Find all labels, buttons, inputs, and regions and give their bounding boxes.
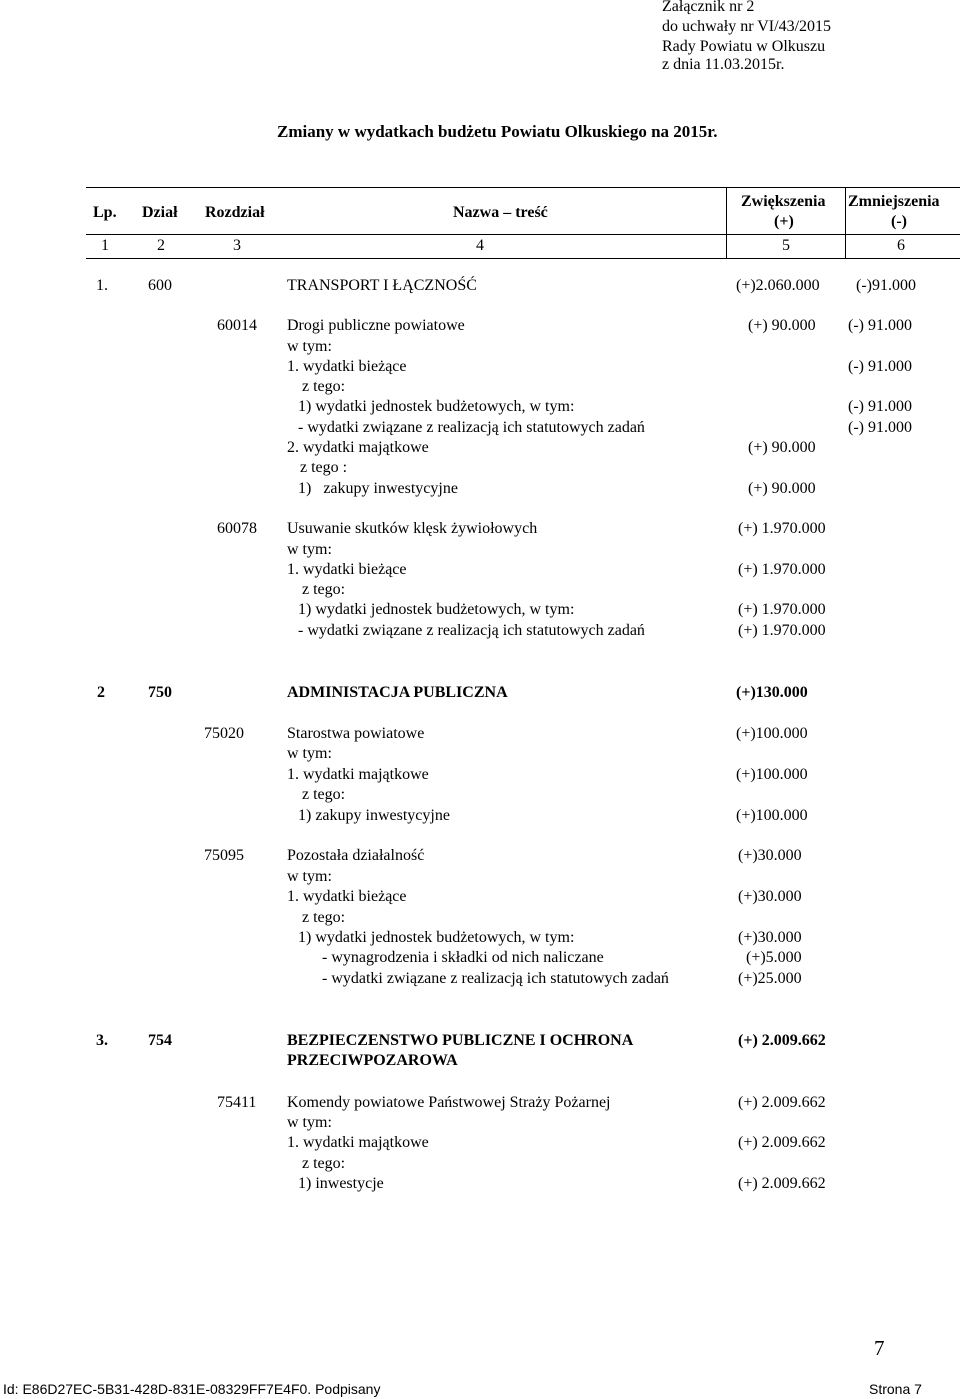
- row-increase: (+)130.000: [736, 684, 808, 701]
- row-name-continued: PRZECIWPOZAROWA: [287, 1052, 458, 1069]
- row-rozdzial: 75411: [217, 1094, 257, 1111]
- row-name: 1. wydatki bieżące: [287, 888, 407, 905]
- header-top-rule: [86, 187, 960, 188]
- row-name: 2. wydatki majątkowe: [287, 439, 429, 456]
- attachment-line-4: z dnia 11.03.2015r.: [662, 56, 785, 73]
- row-name: z tego:: [302, 909, 346, 926]
- row-name: z tego:: [302, 378, 346, 395]
- header-column-divider: [845, 187, 846, 259]
- row-name: Drogi publiczne powiatowe: [287, 317, 465, 334]
- header-rozdzial: Rozdział: [205, 204, 265, 221]
- row-dzial: 754: [148, 1032, 172, 1049]
- row-increase: (+)100.000: [736, 766, 808, 783]
- row-increase: (+) 2.009.662: [738, 1032, 826, 1049]
- header-middle-rule: [86, 234, 960, 235]
- row-increase: (+)100.000: [736, 725, 808, 742]
- row-increase: (+)30.000: [738, 888, 802, 905]
- row-name: w tym:: [287, 541, 332, 558]
- row-decrease: (-) 91.000: [848, 358, 912, 375]
- row-name: 1. wydatki majątkowe: [287, 1134, 429, 1151]
- row-name: 1) inwestycje: [298, 1175, 384, 1192]
- row-decrease: (-) 91.000: [848, 398, 912, 415]
- row-increase: (+) 90.000: [748, 480, 816, 497]
- row-increase: (+) 1.970.000: [738, 601, 826, 618]
- row-increase: (+) 90.000: [748, 439, 816, 456]
- row-rozdzial: 75020: [204, 725, 244, 742]
- row-name: 1) zakupy inwestycyjne: [298, 480, 458, 497]
- row-increase: (+)25.000: [738, 970, 802, 987]
- column-number: 1: [101, 237, 109, 254]
- row-name: 1) wydatki jednostek budżetowych, w tym:: [298, 398, 575, 415]
- row-name: 1. wydatki bieżące: [287, 561, 407, 578]
- row-name: z tego :: [300, 459, 348, 476]
- row-name: TRANSPORT I ŁĄCZNOŚĆ: [287, 277, 477, 294]
- header-nazwa: Nazwa – treść: [453, 204, 548, 221]
- row-name: w tym:: [287, 745, 332, 762]
- row-rozdzial: 60078: [217, 520, 257, 537]
- row-dzial: 600: [148, 277, 172, 294]
- row-name: BEZPIECZENSTWO PUBLICZNE I OCHRONA: [287, 1032, 634, 1049]
- column-number: 4: [476, 237, 484, 254]
- header-zwiekszenia: Zwiększenia: [741, 193, 826, 210]
- row-name: 1) wydatki jednostek budżetowych, w tym:: [298, 929, 575, 946]
- document-title: Zmiany w wydatkach budżetu Powiatu Olkuskiego na 2015r.: [277, 122, 718, 141]
- row-name: z tego:: [302, 786, 346, 803]
- header-bottom-rule: [86, 258, 960, 259]
- footer-document-id: Id: E86D27EC-5B31-428D-831E-08329FF7E4F0. Podpisany: [3, 1381, 381, 1397]
- column-number: 3: [233, 237, 241, 254]
- row-increase: (+)30.000: [738, 847, 802, 864]
- row-name: z tego:: [302, 581, 346, 598]
- header-lp: Lp.: [93, 204, 117, 221]
- attachment-line-2: do uchwały nr VI/43/2015: [662, 18, 832, 35]
- row-increase: (+) 1.970.000: [738, 622, 826, 639]
- column-number: 6: [897, 237, 905, 254]
- column-number: 5: [782, 237, 790, 254]
- row-increase: (+)5.000: [746, 949, 802, 966]
- row-decrease: (-) 91.000: [848, 419, 912, 436]
- row-name: 1. wydatki majątkowe: [287, 766, 429, 783]
- row-dzial: 750: [148, 684, 172, 701]
- header-dzial: Dział: [142, 204, 178, 221]
- row-name: Starostwa powiatowe: [287, 725, 425, 742]
- attachment-line-3: Rady Powiatu w Olkuszu: [662, 38, 826, 55]
- row-increase: (+) 2.009.662: [738, 1094, 826, 1111]
- row-increase: (+) 90.000: [748, 317, 816, 334]
- row-increase: (+)30.000: [738, 929, 802, 946]
- row-name: w tym:: [287, 338, 332, 355]
- row-name: - wynagrodzenia i składki od nich naliczane: [322, 949, 604, 966]
- row-name: 1) wydatki jednostek budżetowych, w tym:: [298, 601, 575, 618]
- row-name: - wydatki związane z realizacją ich statutowych zadań: [298, 622, 645, 639]
- row-increase: (+) 2.009.662: [738, 1134, 826, 1151]
- row-decrease: (-) 91.000: [848, 317, 912, 334]
- row-name: 1) zakupy inwestycyjne: [298, 807, 450, 824]
- row-name: - wydatki związane z realizacją ich statutowych zadań: [298, 419, 645, 436]
- row-lp: 1.: [96, 277, 108, 294]
- column-number: 2: [157, 237, 165, 254]
- row-lp: 2: [97, 684, 105, 701]
- row-name: 1. wydatki bieżące: [287, 358, 407, 375]
- row-name: Komendy powiatowe Państwowej Straży Pożarnej: [287, 1094, 611, 1111]
- row-decrease: (-)91.000: [856, 277, 916, 294]
- row-lp: 3.: [96, 1032, 108, 1049]
- header-zmniejszenia: Zmniejszenia: [848, 193, 940, 210]
- row-rozdzial: 75095: [204, 847, 244, 864]
- header-column-divider: [726, 187, 727, 259]
- row-name: - wydatki związane z realizacją ich statutowych zadań: [322, 970, 669, 987]
- row-increase: (+) 1.970.000: [738, 520, 826, 537]
- row-name: z tego:: [302, 1155, 346, 1172]
- row-name: Pozostała działalność: [287, 847, 425, 864]
- footer-page-label: Strona 7: [869, 1381, 922, 1397]
- row-name: w tym:: [287, 868, 332, 885]
- row-rozdzial: 60014: [217, 317, 257, 334]
- row-name: w tym:: [287, 1114, 332, 1131]
- row-name: ADMINISTACJA PUBLICZNA: [287, 684, 508, 701]
- row-name: Usuwanie skutków klęsk żywiołowych: [287, 520, 538, 537]
- row-increase: (+) 1.970.000: [738, 561, 826, 578]
- attachment-line-1: Załącznik nr 2: [662, 0, 755, 15]
- row-increase: (+) 2.009.662: [738, 1175, 826, 1192]
- header-zmniejszenia-sign: (-): [891, 213, 907, 230]
- row-increase: (+)100.000: [736, 807, 808, 824]
- header-zwiekszenia-sign: (+): [774, 213, 794, 230]
- page-number: 7: [874, 1336, 885, 1360]
- row-increase: (+)2.060.000: [736, 277, 820, 294]
